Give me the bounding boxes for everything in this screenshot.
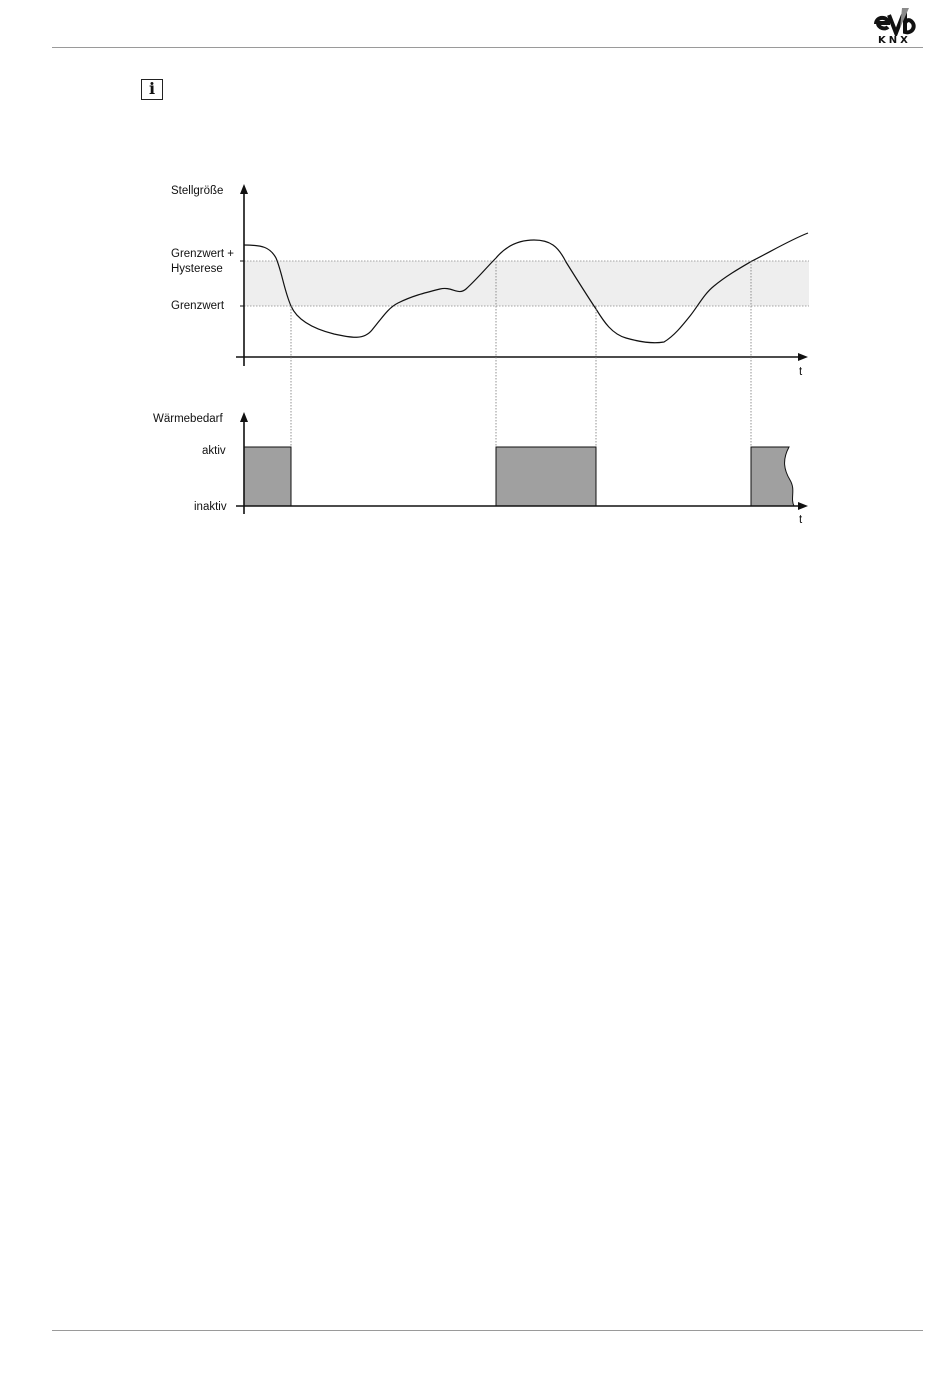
label-active: aktiv (202, 445, 226, 457)
demand-pulse-3 (751, 447, 794, 506)
threshold-hysteresis-diagram (0, 0, 950, 560)
info-icon: i (141, 79, 163, 100)
lower-x-arrow-icon (798, 502, 808, 510)
hysteresis-band (244, 261, 809, 306)
lower-y-label: Wärmebedarf (153, 413, 223, 425)
demand-pulse-1 (244, 447, 291, 506)
lower-y-arrow-icon (240, 412, 248, 422)
upper-x-arrow-icon (798, 353, 808, 361)
upper-x-label: t (799, 366, 803, 378)
label-inactive: inaktiv (194, 501, 227, 513)
footer-rule (52, 1330, 923, 1331)
lower-x-label: t (799, 514, 803, 526)
upper-y-label: Stellgröße (171, 185, 224, 197)
logo-knx-text: KNX (878, 35, 911, 46)
label-limit-hysteresis-2: Hysterese (171, 263, 223, 275)
label-limit-hysteresis-1: Grenzwert + (171, 248, 234, 260)
upper-y-arrow-icon (240, 184, 248, 194)
label-limit: Grenzwert (171, 300, 225, 312)
demand-pulse-2 (496, 447, 596, 506)
